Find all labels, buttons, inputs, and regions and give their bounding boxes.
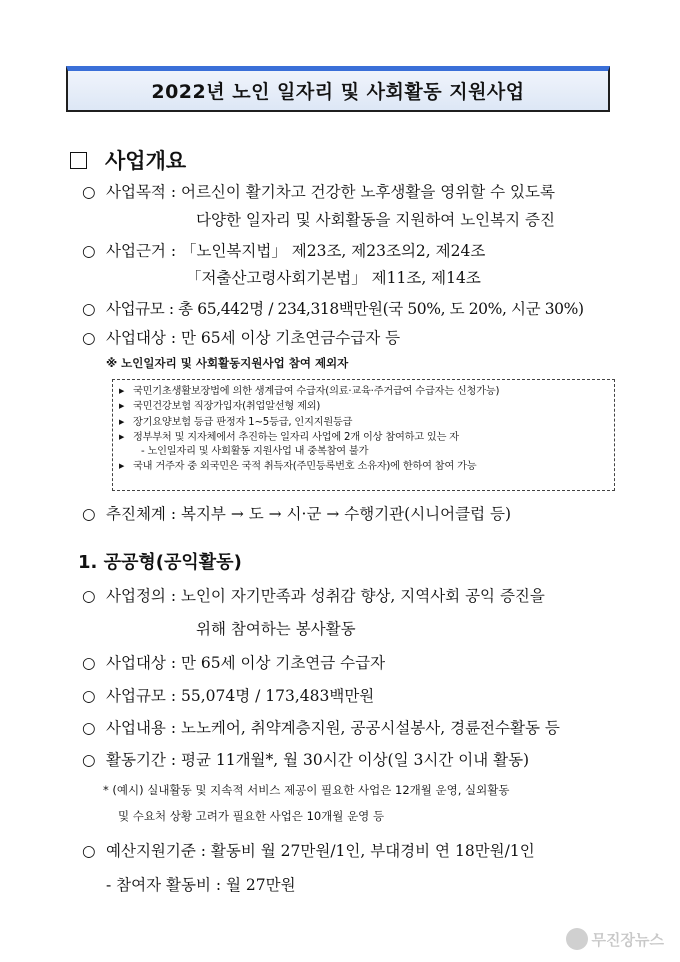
circle-bullet-icon: ○ (82, 587, 96, 605)
circle-bullet-icon: ○ (82, 842, 96, 860)
circle-bullet-icon: ○ (82, 242, 96, 260)
overview-item-scale: ○ 사업규모 : 총 65,442명 / 234,318백만원(국 50%, 도 20%, 시군 30%) (82, 300, 584, 318)
section1-item-content: ○ 사업내용 : 노노케어, 취약계층지원, 공공시설봉사, 경륜전수활동 등 (82, 719, 560, 737)
exclusion-box (112, 379, 615, 491)
section1-item-target: ○ 사업대상 : 만 65세 이상 기초연금 수급자 (82, 654, 386, 672)
checkbox-square-icon (70, 152, 87, 169)
section1-footnote: * (예시) 실내활동 및 지속적 서비스 제공이 필요한 사업은 12개월 운영, 실외활동 (103, 783, 510, 797)
section1-item-scale: ○ 사업규모 : 55,074명 / 173,483백만원 (82, 687, 375, 705)
exclusion-subitem: - 노인일자리 및 사회활동 지원사업 내 중복참여 불가 (141, 446, 369, 458)
triangle-bullet-icon: ▶ (119, 432, 125, 441)
page-title (66, 66, 610, 112)
overview-heading: 사업개요 (70, 145, 186, 175)
overview-item-purpose-cont: 다양한 일자리 및 사회활동을 지원하여 노인복지 증진 (196, 211, 555, 229)
triangle-bullet-icon: ▶ (119, 402, 125, 411)
watermark-mountain-icon (566, 928, 588, 950)
circle-bullet-icon: ○ (82, 505, 96, 523)
exclusion-note: ※ 노인일자리 및 사회활동지원사업 참여 제외자 (106, 356, 349, 370)
watermark-logo: 무진장뉴스 (566, 928, 664, 950)
triangle-bullet-icon: ▶ (119, 417, 125, 426)
circle-bullet-icon: ○ (82, 719, 96, 737)
overview-item-system: ○ 추진체계 : 복지부 → 도 → 시·군 → 수행기관(시니어클럽 등) (82, 505, 512, 523)
section1-item-budget: ○ 예산지원기준 : 활동비 월 27만원/1인, 부대경비 연 18만원/1인 (82, 842, 535, 860)
circle-bullet-icon: ○ (82, 329, 96, 347)
exclusion-item: ▶ 국내 거주자 중 외국민은 국적 취득자(주민등록번호 소유자)에 한하여 참여 가능 (119, 461, 477, 473)
exclusion-item: ▶ 국민건강보험 직장가입자(취업알선형 제외) (119, 401, 321, 413)
exclusion-item: ▶ 장기요양보험 등급 판정자 1~5등급, 인지지원등급 (119, 416, 353, 428)
overview-item-basis-cont: 「저출산고령사회기본법」 제11조, 제14조 (186, 269, 481, 287)
overview-item-purpose: ○ 사업목적 : 어르신이 활기차고 건강한 노후생활을 영위할 수 있도록 (82, 183, 555, 201)
exclusion-item: ▶ 국민기초생활보장법에 의한 생계급여 수급자(의료·교육·주거급여 수급자는 신청가능) (119, 386, 500, 397)
circle-bullet-icon: ○ (82, 183, 96, 201)
triangle-bullet-icon: ▶ (119, 387, 125, 395)
section1-footnote-cont: 및 수요처 상황 고려가 필요한 사업은 10개월 운영 등 (118, 809, 385, 823)
page-title-text: 2022년 노인 일자리 및 사회활동 지원사업 (151, 81, 525, 103)
section1-heading: 1. 공공형(공익활동) (78, 552, 242, 573)
circle-bullet-icon: ○ (82, 751, 96, 769)
section1-item-definition-cont: 위해 참여하는 봉사활동 (196, 620, 356, 638)
section1-item-period: ○ 활동기간 : 평균 11개월*, 월 30시간 이상(일 3시간 이내 활동) (82, 751, 530, 769)
triangle-bullet-icon: ▶ (119, 462, 125, 471)
circle-bullet-icon: ○ (82, 687, 96, 705)
overview-item-target: ○ 사업대상 : 만 65세 이상 기초연금수급자 등 (82, 329, 401, 347)
section1-item-definition: ○ 사업정의 : 노인이 자기만족과 성취감 향상, 지역사회 공익 증진을 (82, 587, 545, 605)
overview-item-basis: ○ 사업근거 : 「노인복지법」 제23조, 제23조의2, 제24조 (82, 242, 486, 260)
exclusion-item: ▶ 정부부처 및 지자체에서 추진하는 일자리 사업에 2개 이상 참여하고 있는 자 (119, 431, 459, 443)
section1-item-budget-sub: - 참여자 활동비 : 월 27만원 (106, 876, 296, 894)
circle-bullet-icon: ○ (82, 654, 96, 672)
circle-bullet-icon: ○ (82, 300, 96, 318)
